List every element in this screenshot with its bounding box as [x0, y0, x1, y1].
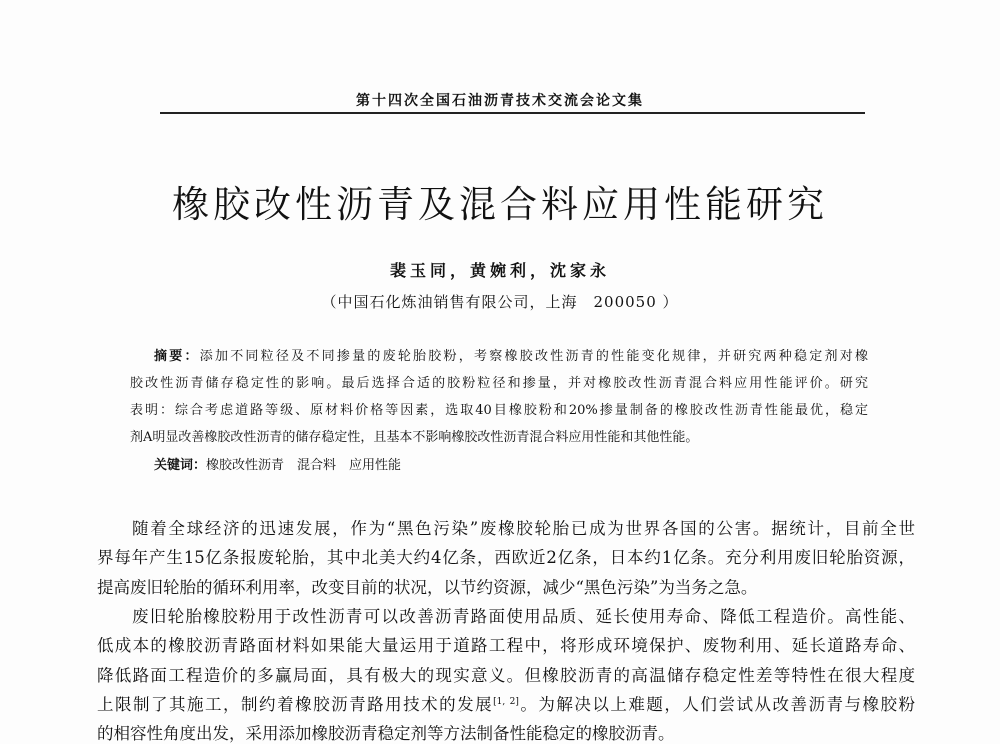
abstract-line: 胶改性沥青储存稳定性的影响。最后选择合适的胶粉粒径和掺量，并对橡胶改性沥青混合料应用性能评价。研究 — [130, 376, 868, 391]
abstract-line: 摘要：添加不同粒径及不同掺量的废轮胎胶粉，考察橡胶改性沥青的性能变化规律，并研究两种稳定剂对橡 — [154, 349, 868, 364]
affiliation: （中国石化炼油销售有限公司，上海 200050 ） — [321, 293, 679, 311]
keywords-label: 关键词： — [154, 458, 207, 473]
body-line: 废旧轮胎橡胶粉用于改性沥青可以改善沥青路面使用品质、延长使用寿命、降低工程造价。高性能、 — [132, 607, 915, 626]
body-line: 上限制了其施工，制约着橡胶沥青路用技术的发展[1, 2]。为解决以上难题，人们尝试从改善沥青与橡胶粉 — [97, 695, 916, 714]
header-rule — [160, 112, 865, 114]
abstract-label: 摘要： — [154, 349, 200, 364]
body-line: 提高废旧轮胎的循环利用率，改变目前的状况，以节约资源，减少“黑色污染”为当务之急。 — [97, 578, 758, 597]
body-line: 低成本的橡胶沥青路面材料如果能大量运用于道路工程中，将形成环境保护、废物利用、延长道路寿命、 — [97, 636, 915, 655]
body-line: 界每年产生15亿条报废轮胎，其中北美大约4亿条，西欧近2亿条，日本约1亿条。充分利用废旧轮胎资源， — [97, 548, 915, 567]
authors: 裴玉同，黄婉利，沈家永 — [389, 261, 610, 280]
abstract-line: 剂A明显改善橡胶改性沥青的储存稳定性，且基本不影响橡胶改性沥青混合料应用性能和其他性能。 — [130, 430, 699, 445]
body-line: 降低路面工程造价的多赢局面，具有极大的现实意义。但橡胶沥青的高温储存稳定性差等特性在很大程度 — [97, 666, 915, 685]
paper-title: 橡胶改性沥青及混合料应用性能研究 — [172, 183, 828, 226]
keywords: 关键词：橡胶改性沥青 混合料 应用性能 — [154, 458, 402, 473]
abstract-line: 表明：综合考虑道路等级、原材料价格等因素，选取40目橡胶粉和20%掺量制备的橡胶改性沥青性能最优，稳定 — [130, 403, 868, 418]
citation: [1, 2] — [493, 697, 519, 707]
body-line: 随着全球经济的迅速发展，作为“黑色污染”废橡胶轮胎已成为世界各国的公害。据统计，目前全世 — [132, 519, 915, 538]
running-head: 第十四次全国石油沥青技术交流会论文集 — [356, 93, 644, 109]
body-line: 的相容性角度出发，采用添加橡胶沥青稳定剂等方法制备性能稳定的橡胶沥青。 — [97, 724, 675, 743]
